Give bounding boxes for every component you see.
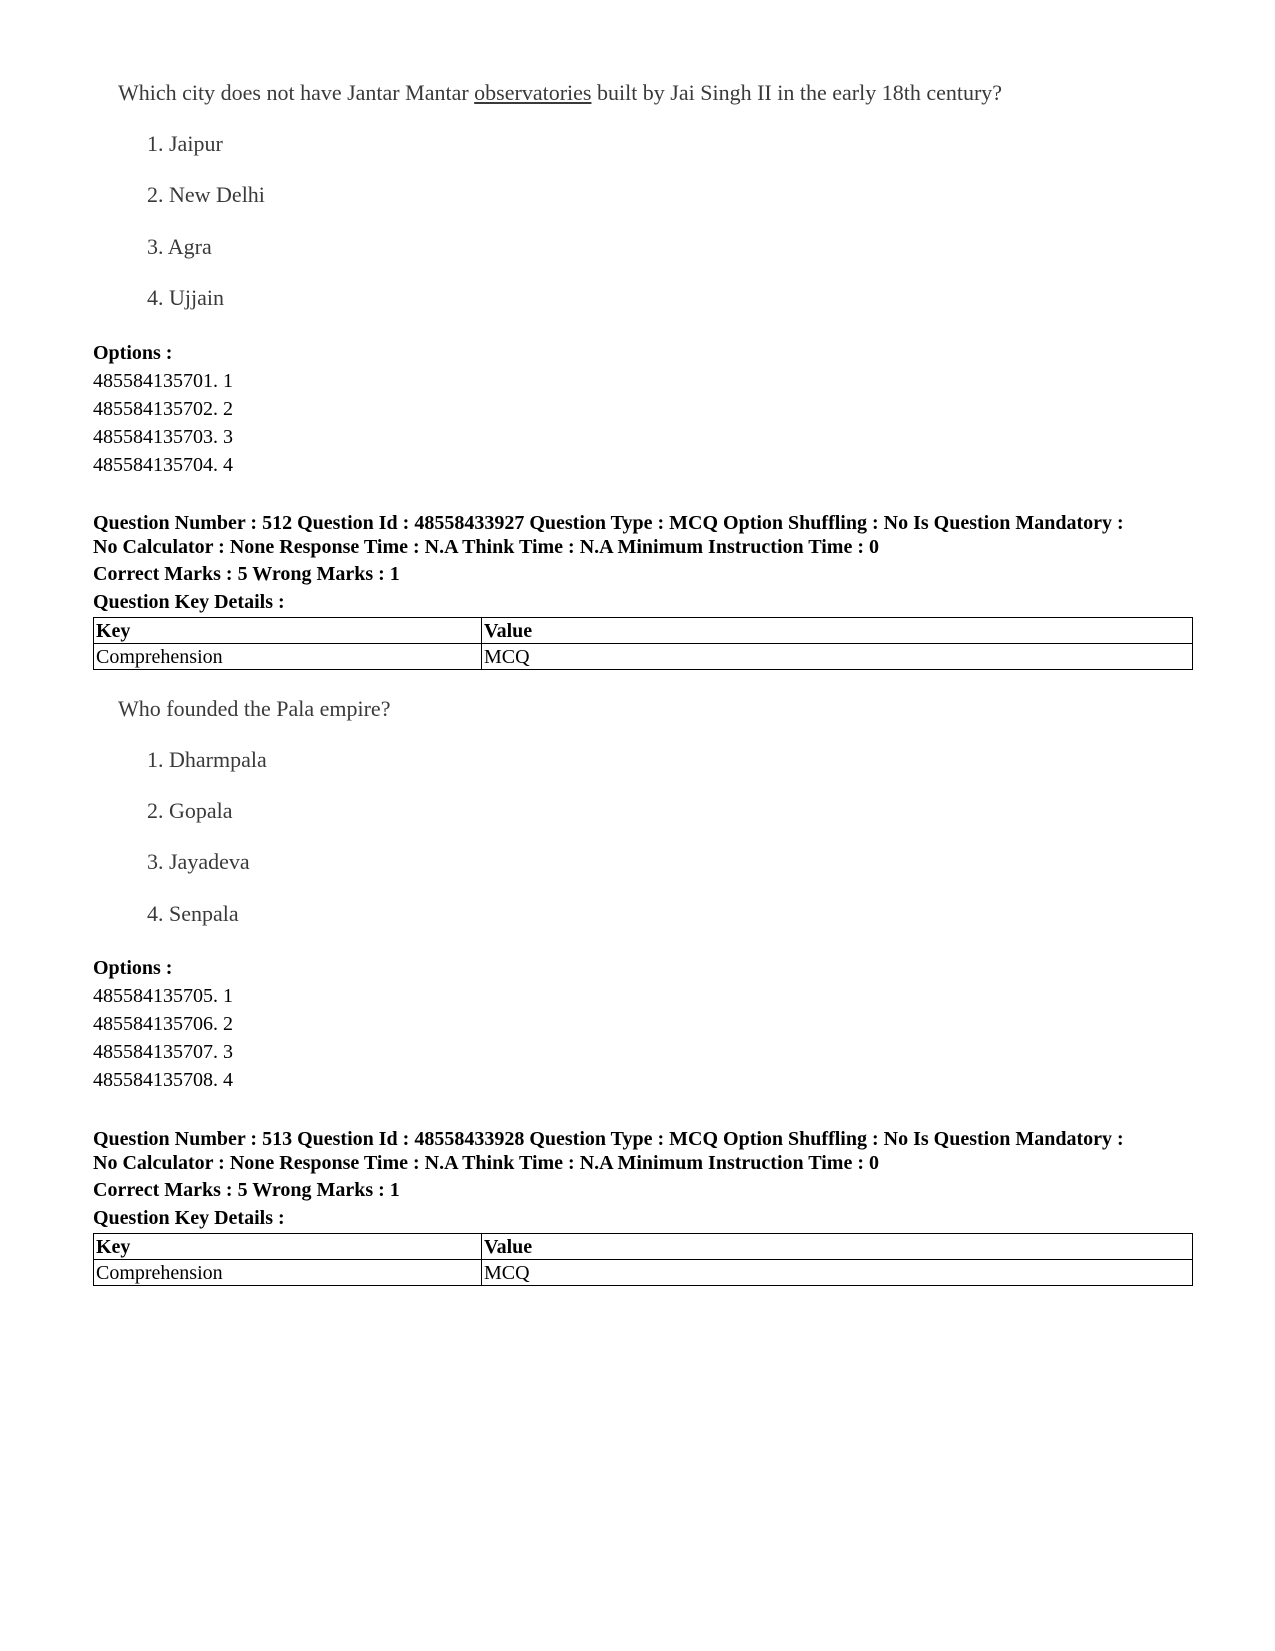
option-item: 485584135704. 4 bbox=[93, 454, 233, 476]
options-heading: Options : bbox=[93, 957, 173, 979]
question-512-choice-4-wrap bbox=[118, 901, 239, 927]
question-511-image bbox=[118, 80, 1002, 106]
question-512-marks: Correct Marks : 5 Wrong Marks : 1 bbox=[93, 563, 400, 585]
option-item: 485584135705. 1 bbox=[93, 985, 233, 1007]
question-512-image bbox=[118, 696, 390, 722]
table-header-row bbox=[94, 1234, 1193, 1260]
option-item: 485584135707. 3 bbox=[93, 1041, 233, 1063]
table-header-key: Key bbox=[94, 618, 482, 644]
table-cell-key: Comprehension bbox=[94, 644, 482, 670]
question-512-meta-line1: Question Number : 512 Question Id : 48558433927 Question Type : MCQ Option Shuffling : No Is Question Mandatory : bbox=[93, 512, 1124, 534]
question-511-choice: 2. New Delhi bbox=[147, 182, 265, 207]
question-512-choice-1-wrap bbox=[118, 747, 267, 773]
question-513-key-details-heading: Question Key Details : bbox=[93, 1207, 285, 1229]
question-512-choice: 3. Jayadeva bbox=[147, 849, 250, 874]
question-511-choice: 4. Ujjain bbox=[147, 285, 224, 310]
question-511-choice-4-wrap bbox=[118, 285, 224, 311]
question-512-choice-3-wrap bbox=[118, 849, 250, 875]
question-512-marks-block bbox=[93, 560, 1193, 616]
question-512-options bbox=[93, 954, 1193, 1094]
question-511-choice: 1. Jaipur bbox=[147, 131, 223, 156]
option-item: 485584135701. 1 bbox=[93, 370, 233, 392]
question-511-text-before: Which city does not have Jantar Mantar bbox=[118, 80, 475, 105]
table-header-value: Value bbox=[482, 618, 1193, 644]
table-header-value: Value bbox=[482, 1234, 1193, 1260]
question-513-key-table bbox=[93, 1233, 1193, 1286]
question-513-meta bbox=[93, 1127, 1203, 1175]
question-512-key-table bbox=[93, 617, 1193, 670]
question-511-options bbox=[93, 339, 1193, 479]
question-513-meta-line2: No Calculator : None Response Time : N.A Think Time : N.A Minimum Instruction Time : 0 bbox=[93, 1152, 879, 1174]
question-513-marks-block bbox=[93, 1176, 1193, 1232]
table-cell-value: MCQ bbox=[482, 644, 1193, 670]
question-512-meta-line2: No Calculator : None Response Time : N.A Think Time : N.A Minimum Instruction Time : 0 bbox=[93, 536, 879, 558]
question-512-meta bbox=[93, 511, 1203, 559]
option-item: 485584135706. 2 bbox=[93, 1013, 233, 1035]
question-511-text-after: built by Jai Singh II in the early 18th century? bbox=[591, 80, 1003, 105]
table-row bbox=[94, 644, 1193, 670]
question-511-choice-2-wrap bbox=[118, 182, 265, 208]
option-item: 485584135703. 3 bbox=[93, 426, 233, 448]
table-header-row bbox=[94, 618, 1193, 644]
question-511-text-underlined: observatories bbox=[474, 80, 592, 105]
question-511-choice-1-wrap bbox=[118, 131, 223, 157]
options-heading: Options : bbox=[93, 342, 173, 364]
question-513-marks: Correct Marks : 5 Wrong Marks : 1 bbox=[93, 1179, 400, 1201]
question-511-choice-3-wrap bbox=[118, 234, 212, 260]
question-512-choice: 4. Senpala bbox=[147, 901, 239, 926]
question-512-key-details-heading: Question Key Details : bbox=[93, 591, 285, 613]
question-511-choice: 3. Agra bbox=[147, 234, 212, 259]
table-cell-value: MCQ bbox=[482, 1260, 1193, 1286]
question-512-choice-2-wrap bbox=[118, 798, 233, 824]
table-header-key: Key bbox=[94, 1234, 482, 1260]
option-item: 485584135708. 4 bbox=[93, 1069, 233, 1091]
table-row bbox=[94, 1260, 1193, 1286]
question-513-meta-line1: Question Number : 513 Question Id : 48558433928 Question Type : MCQ Option Shuffling : No Is Question Mandatory : bbox=[93, 1128, 1124, 1150]
option-item: 485584135702. 2 bbox=[93, 398, 233, 420]
question-512-choice: 2. Gopala bbox=[147, 798, 233, 823]
question-512-text: Who founded the Pala empire? bbox=[118, 696, 391, 721]
table-cell-key: Comprehension bbox=[94, 1260, 482, 1286]
question-512-choice: 1. Dharmpala bbox=[147, 747, 267, 772]
question-511-text bbox=[118, 80, 1002, 106]
